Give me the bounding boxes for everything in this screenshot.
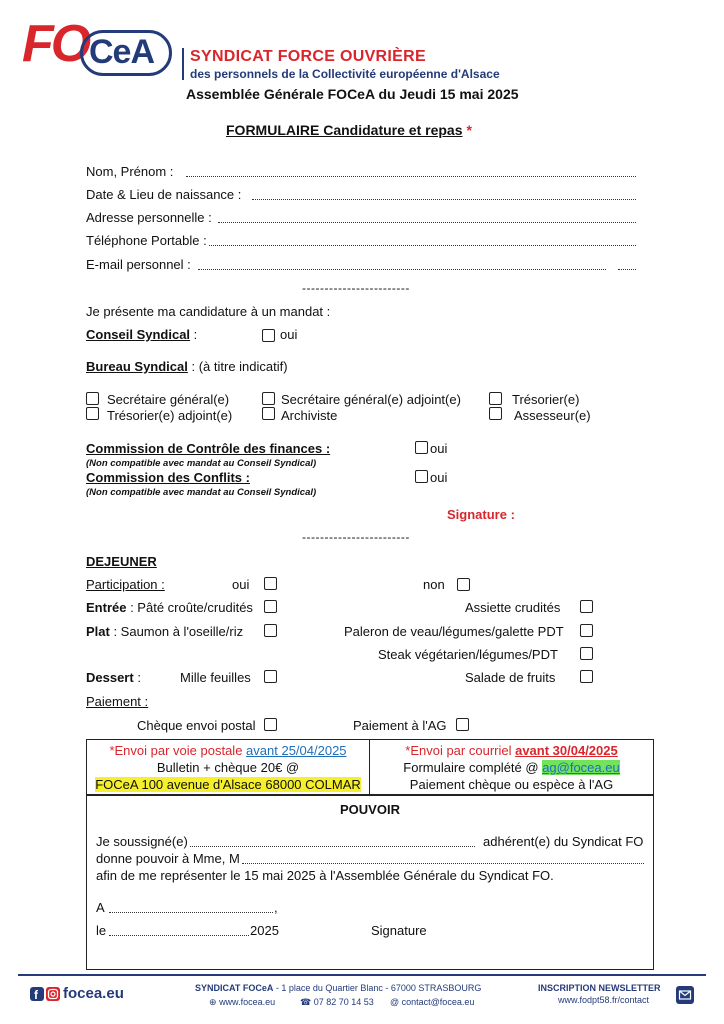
tresorier-checkbox[interactable]: [489, 392, 502, 405]
entree-opt2-checkbox[interactable]: [580, 600, 593, 613]
envoi-courriel-line1: [370, 743, 653, 758]
paiement-label: Paiement :: [86, 694, 149, 709]
form-title: [226, 122, 472, 138]
envoi-courriel-email[interactable]: ag@focea.eu: [542, 760, 620, 775]
envoi-courriel-line2: [370, 760, 653, 775]
facebook-icon[interactable]: [30, 987, 44, 1001]
pouvoir-a-label: A: [96, 900, 105, 915]
envoi-courriel-box: [370, 739, 654, 795]
dejeuner-title: DEJEUNER: [86, 554, 157, 569]
email-label: E-mail personnel :: [86, 257, 191, 272]
plat-opt3-label: Steak végétarien/légumes/PDT: [378, 647, 558, 662]
pouvoir-le-year: 2025: [250, 923, 279, 938]
assesseur-checkbox[interactable]: [489, 407, 502, 420]
archiviste-checkbox[interactable]: [262, 407, 275, 420]
candidature-intro: Je présente ma candidature à un mandat :: [86, 304, 331, 319]
bureau-row: [86, 359, 288, 374]
name-label: Nom, Prénom :: [86, 164, 174, 179]
email-field[interactable]: [198, 269, 606, 270]
address-label: Adresse personnelle :: [86, 210, 212, 225]
archiviste-label: Archiviste: [281, 408, 338, 423]
dessert-row: [86, 670, 141, 685]
plat-opt1-label: : Saumon à l'oseille/riz: [109, 624, 244, 639]
secretaire-general-checkbox[interactable]: [86, 392, 99, 405]
footer-email[interactable]: contact@focea.eu: [401, 997, 475, 1007]
assesseur-label: Assesseur(e): [514, 408, 591, 423]
secretaire-adjoint-checkbox[interactable]: [262, 392, 275, 405]
secretaire-adjoint-label: Secrétaire général(e) adjoint(e): [281, 392, 461, 407]
dessert-opt2-label: Salade de fruits: [465, 670, 556, 685]
entree-opt1-checkbox[interactable]: [264, 600, 277, 613]
plat-opt2-label: Paleron de veau/légumes/galette PDT: [344, 624, 564, 639]
birth-field[interactable]: [252, 199, 636, 200]
pouvoir-proxy-field[interactable]: [242, 863, 644, 864]
email-field-extra[interactable]: [618, 269, 636, 270]
bureau-note: : (à titre indicatif): [187, 359, 288, 374]
envoi-courriel-prefix: *Envoi par courriel: [405, 743, 516, 758]
footer-website[interactable]: www.focea.eu: [219, 997, 276, 1007]
pouvoir-box: [86, 795, 654, 970]
bureau-label: Bureau Syndical: [86, 359, 188, 374]
syndicat-title: SYNDICAT FORCE OUVRIÈRE: [190, 48, 426, 65]
plat-row: [86, 624, 243, 639]
commission-conflits-label: Commission des Conflits :: [86, 470, 250, 485]
footer-address: - 1 place du Quartier Blanc - 67000 STRASBOURG: [273, 983, 482, 993]
address-field[interactable]: [218, 222, 636, 223]
dessert-colon: :: [133, 670, 141, 685]
envoi-courriel-line3: Paiement chèque ou espèce à l'AG: [409, 777, 614, 792]
separator-2: ------------------------: [302, 530, 410, 544]
commission-conflits-oui: oui: [430, 470, 448, 485]
pouvoir-a-comma: ,: [274, 900, 278, 915]
entree-opt1-label: : Pâté croûte/crudités: [126, 600, 253, 615]
plat-label: Plat: [86, 624, 110, 639]
assembly-title: Assemblée Générale FOCeA du Jeudi 15 mai 2025: [186, 86, 519, 102]
birth-label: Date & Lieu de naissance :: [86, 187, 242, 202]
conseil-oui: oui: [280, 327, 298, 342]
dessert-opt1-label: Mille feuilles: [180, 670, 251, 685]
pouvoir-line2: donne pouvoir à Mme, M: [96, 851, 240, 866]
logo-cea-text: CeA: [89, 33, 155, 71]
secretaire-general-label: Secrétaire général(e): [107, 392, 230, 407]
pouvoir-line1-end: adhérent(e) du Syndicat FO: [483, 834, 644, 849]
plat-opt3-checkbox[interactable]: [580, 647, 593, 660]
paiement-opt2-label: Paiement à l'AG: [353, 718, 447, 733]
pouvoir-line1-start: Je soussigné(e): [96, 834, 188, 849]
envoi-postal-address: FOCeA 100 avenue d'Alsace 68000 COLMAR: [95, 777, 361, 792]
footer-phone-wrap: [300, 997, 374, 1008]
participation-oui-label: oui: [232, 577, 250, 592]
pouvoir-line3: afin de me représenter le 15 mai 2025 à l'Assemblée Générale du Syndicat FO.: [96, 868, 554, 883]
pouvoir-place-field[interactable]: [109, 912, 273, 913]
envoi-courriel-line2-text: Formulaire complété @: [403, 760, 543, 775]
dessert-label: Dessert: [86, 670, 134, 685]
envoi-courriel-deadline: avant 30/04/2025: [515, 743, 618, 758]
instagram-icon[interactable]: [46, 987, 60, 1001]
commission-finances-checkbox[interactable]: [415, 441, 428, 454]
commission-finances-label: Commission de Contrôle des finances :: [86, 441, 331, 456]
pouvoir-name-field[interactable]: [190, 846, 475, 847]
plat-opt2-checkbox[interactable]: [580, 624, 593, 637]
pouvoir-signature: Signature: [371, 923, 427, 938]
name-field[interactable]: [186, 176, 636, 177]
form-title-text: FORMULAIRE Candidature et repas: [226, 122, 463, 138]
footer-social-handle[interactable]: focea.eu: [63, 985, 124, 1002]
paiement-opt1-checkbox[interactable]: [264, 718, 277, 731]
newsletter-url[interactable]: www.fodpt58.fr/contact: [558, 995, 650, 1005]
candidature-signature: Signature :: [447, 507, 515, 522]
envoi-postal-box: [86, 739, 370, 795]
commission-finances-oui: oui: [430, 441, 448, 456]
conseil-colon: :: [190, 327, 198, 342]
footer-website-wrap: [209, 997, 275, 1008]
mail-icon[interactable]: [676, 986, 694, 1004]
globe-icon: ⊕: [209, 997, 217, 1007]
paiement-opt1-label: Chèque envoi postal: [137, 718, 256, 733]
svg-text:f: f: [34, 988, 38, 1001]
separator-1: ------------------------: [302, 281, 410, 295]
envoi-postal-line1: [87, 743, 369, 758]
footer-divider: [18, 974, 706, 976]
pouvoir-title: POUVOIR: [340, 802, 400, 817]
tresorier-label: Trésorier(e): [512, 392, 580, 407]
phone-label: Téléphone Portable :: [86, 233, 207, 248]
syndicat-subtitle: des personnels de la Collectivité européenne d'Alsace: [190, 67, 500, 81]
participation-label: Participation :: [86, 577, 165, 592]
commission-conflits-checkbox[interactable]: [415, 470, 428, 483]
tresorier-adjoint-label: Trésorier(e) adjoint(e): [107, 408, 233, 423]
tresorier-adjoint-checkbox[interactable]: [86, 407, 99, 420]
conseil-row: [86, 327, 197, 342]
entree-row: [86, 600, 253, 615]
envoi-postal-deadline: avant 25/04/2025: [246, 743, 347, 758]
entree-label: Entrée: [86, 600, 127, 615]
logo-fo-text: FO: [22, 15, 89, 73]
footer-email-wrap: [390, 997, 474, 1007]
conseil-checkbox[interactable]: [262, 329, 275, 342]
conseil-label: Conseil Syndical: [86, 327, 191, 342]
commission-conflits-note: (Non compatible avec mandat au Conseil Syndical): [86, 487, 317, 498]
logo-divider: [182, 48, 184, 80]
footer-syndicat: SYNDICAT FOCeA: [195, 983, 274, 993]
phone-icon: ☎: [300, 997, 312, 1007]
dessert-opt2-checkbox[interactable]: [580, 670, 593, 683]
logo-cea-badge: [80, 30, 172, 76]
pouvoir-date-field[interactable]: [109, 935, 249, 936]
participation-oui-checkbox[interactable]: [264, 577, 277, 590]
envoi-postal-prefix: *Envoi par voie postale: [109, 743, 247, 758]
footer-phone: 07 82 70 14 53: [313, 997, 374, 1007]
footer-address-line: [195, 983, 481, 993]
dessert-opt1-checkbox[interactable]: [264, 670, 277, 683]
commission-finances-note: (Non compatible avec mandat au Conseil Syndical): [86, 458, 317, 469]
paiement-opt2-checkbox[interactable]: [456, 718, 469, 731]
pouvoir-le-label: le: [96, 923, 107, 938]
newsletter-title: INSCRIPTION NEWSLETTER: [538, 983, 661, 993]
form-title-star: *: [466, 122, 472, 138]
envoi-postal-line2: Bulletin + chèque 20€ @: [156, 760, 300, 775]
envoi-postal-line3-wrap: [87, 777, 369, 792]
participation-non-checkbox[interactable]: [457, 578, 470, 591]
plat-opt1-checkbox[interactable]: [264, 624, 277, 637]
entree-opt2-label: Assiette crudités: [465, 600, 561, 615]
phone-field[interactable]: [209, 245, 636, 246]
participation-non-label: non: [423, 577, 445, 592]
at-icon: @: [390, 997, 400, 1007]
